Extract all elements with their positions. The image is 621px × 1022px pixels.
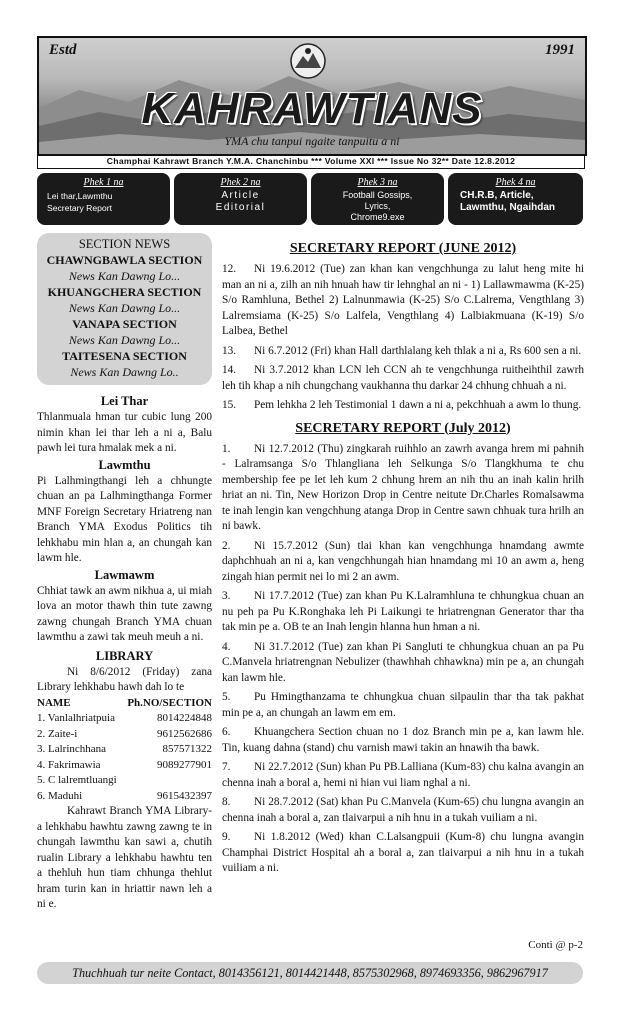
page-tab-line: Lyrics, (364, 201, 391, 211)
report-item-text: Khuangchera Section chuan no 1 doz Branch min pe a, kan lawm hle. Tin, kuang dahna (stand) chu varnish mawi takin an hnawih tha bawk. (222, 726, 584, 754)
report-item (222, 690, 584, 721)
page-tab-line: Secretary Report (47, 203, 112, 213)
continued-note: Conti @ p-2 (528, 939, 583, 951)
page-tab-line: Football Gossips, (342, 190, 413, 200)
borrower-phone: 8014224848 (157, 712, 212, 724)
report-item (222, 795, 584, 826)
section-name: CHAWNGBAWLA SECTION (46, 253, 203, 267)
section-news-text: News Kan Dawng Lo.. (70, 365, 179, 379)
issue-info-bar: Champhai Kahrawt Branch Y.M.A. Chanchinbu *** Volume XXI *** Issue No 32** Date 12.8.2012 (37, 154, 585, 169)
library-intro: Ni 8/6/2012 (Friday) zana Library lehkhabu hawh dah lo te (37, 665, 212, 693)
newspaper-tagline: YMA chu tanpui ngaite tanpuitu a ni (224, 134, 400, 148)
report-item-text: Ni 31.7.2012 (Tue) zan khan Pi Sangluti te chhungkua chuan an pa Pu C.Manvela hriatrengnan Nebulizer (thawhhah chhawkna) min pe a, an chungah kan lawm hle. (222, 640, 584, 684)
report-item (222, 442, 584, 535)
page-tab-label: Phek 4 na (495, 177, 536, 188)
report-item (222, 539, 584, 586)
library-row (37, 773, 212, 789)
page-tab-3 (311, 173, 444, 225)
borrower-name: 1. Vanlalhriatpuia (37, 712, 115, 724)
library-row (37, 711, 212, 727)
report-item-number: 2. (222, 539, 231, 552)
lawmawm-heading: Lawmawm (94, 567, 155, 582)
report-item-number: 4. (222, 640, 231, 653)
page-tab-line: Editorial (215, 202, 266, 213)
borrower-name: 6. Maduhi (37, 789, 83, 802)
report-item-text: Pem lehkha 2 leh Testimonial 1 dawn a ni a, pekchhuah a awm lo thung. (254, 399, 582, 411)
report-item-number: 14. (222, 364, 237, 376)
leithar-text: Thlanmuala hman tur cubic lung 200 nimin khan lei thar leh a ni a, Balu pawh lei tura hmalak mek a ni. (37, 411, 212, 454)
borrower-phone: 9089277901 (157, 758, 212, 771)
estd-label: Estd (49, 42, 77, 58)
established-year: 1991 (545, 42, 575, 58)
lawmthu-heading: Lawmthu (98, 457, 151, 472)
page-tab-line: Lei thar,Lawmthu (47, 191, 113, 201)
report-item-text: Ni 1.8.2012 (Wed) khan C.Lalsangpuii (Kum-8) chu lungna avangin Champhai District Hospital ah a boral a, zan tlaivarpui a nih hnu in a tukah vuiliam a ni. (222, 831, 584, 874)
yma-logo-icon (287, 42, 329, 80)
library-col-phone: Ph.NO/SECTION (127, 696, 212, 709)
library-row (37, 742, 212, 758)
contact-footer: Thuchhuah tur neite Contact, 8014356121, 8014421448, 8575302968, 8974693356, 9862967917 (37, 962, 583, 984)
report-item (222, 725, 584, 756)
borrower-name: 5. C lalremtluangi (37, 774, 117, 786)
report-item (222, 589, 584, 636)
page-tab-line: Lawmthu, Ngaihdan (460, 202, 555, 213)
library-outro: Kahrawt Branch YMA Library-a lehkhabu hawhtu zawng zawng te in chungah lawmthu kan sawi a, chutih rualin Library a lehkhabu hawhtu ten a thehluh hun tiam chhunga thehlut hram turin kan in hriattir nawn leh a ni e. (37, 805, 212, 910)
library-table-header (37, 696, 212, 712)
borrower-phone: 9612562686 (157, 727, 212, 740)
report-item (222, 344, 584, 360)
lawmawm-text: Chhiat tawk an awm nikhua a, ui miah lova an motor thawh thin tute zawng zawng chungah Branch YMA chuan lawmthu a zawi tak meuh meuh a ni. (37, 584, 212, 643)
report-item-text: Ni 3.7.2012 khan LCN leh CCN ah te vengchhunga ruitheihthil zawrh leh tih khap a nih chungchang vaukhanna thu darkar 24 chhung chhuah a ni. (222, 364, 584, 392)
report-item-text: Ni 12.7.2012 (Thu) zingkarah ruihhlo an zawrh avanga hrem mi pahnih - Lalramsanga S/o Thlangliana leh Selkunga S/o Tlangkhuma te chu membership fee pe let leh kum 2 chhung hrem an nih thu an inah kalin hrilh hriat an ni. Tin, New Horizon Drop in Centre neitute Dr.Charles Romalsawma te inah lengin kan vengchhung atanga Drop in Centre sawn chhuak tura hrilh an ni bawk. (222, 442, 584, 532)
library-row (37, 727, 212, 743)
right-column (222, 240, 584, 881)
report-item (222, 262, 584, 340)
section-name: VANAPA SECTION (72, 317, 177, 331)
page-tab-line: CH.R.B, Article, (460, 190, 534, 201)
report-item-number: 8. (222, 796, 231, 808)
borrower-name: 4. Fakrimawia (37, 758, 101, 771)
report-item-number: 7. (222, 761, 231, 773)
left-column (37, 393, 212, 913)
section-news-text: News Kan Dawng Lo... (68, 269, 181, 283)
report-item-text: Ni 19.6.2012 (Tue) zan khan kan vengchhunga zu lalut heng mite hi man an ni a, zilh an nih hnuah haw tir lehnghal an ni - 1) Lallawmawma (K-25) S/o Ramhluna, Bethel 2) Lalnunmawia (K-25) S/o C.Lalrema, Vengthlang 3) Lalremsiama (K-25) S/o Lalfela, Vengthlang 4) Lalbiakmuana (K-19) S/o Lalbea, Bethel (222, 263, 584, 337)
leithar-heading: Lei Thar (100, 394, 149, 408)
library-table (37, 696, 212, 805)
section-news-heading: SECTION NEWS (78, 237, 171, 251)
library-heading: LIBRARY (95, 648, 154, 663)
page-tab-line: Article (221, 190, 260, 201)
report-june-heading: SECRETARY REPORT (JUNE 2012) (289, 241, 517, 256)
library-row (37, 789, 212, 805)
newspaper-title: KAHRAWTIANS (141, 84, 483, 133)
report-item-number: 15. (222, 399, 237, 411)
library-col-name: NAME (37, 696, 71, 709)
library-row (37, 758, 212, 774)
report-item-text: Ni 28.7.2012 (Sat) khan Pu C.Manvela (Kum-65) chu lungna avangin an chenna inah a boral a, zan tlaivarpui a nih hnu in a tukah vuiliam a ni. (222, 796, 584, 824)
borrower-phone: 857571322 (162, 743, 212, 755)
report-item-number: 5. (222, 691, 231, 703)
report-item (222, 830, 584, 877)
section-name: KHUANGCHERA SECTION (47, 285, 202, 299)
page-tab-line: Chrome9.exe (350, 212, 405, 222)
report-item-text: Pu Hmingthanzama te chhungkua chuan silpaulin thar tha tak pakhat min pe a, an chungah an lawm em em. (222, 691, 584, 719)
section-news-text: News Kan Dawng Lo... (68, 333, 181, 347)
report-item (222, 760, 584, 791)
page-tab-1 (37, 173, 170, 225)
report-item-number: 9. (222, 831, 231, 843)
report-item-number: 13. (222, 344, 237, 357)
borrower-name: 2. Zaite-i (37, 727, 78, 740)
report-july-heading: SECRETARY REPORT (July 2012) (295, 420, 511, 436)
report-item (222, 363, 584, 394)
report-item-number: 3. (222, 590, 231, 602)
page-tab-label: Phek 2 na (220, 177, 261, 188)
report-item-number: 12. (222, 263, 237, 275)
page-tab-2 (174, 173, 307, 225)
masthead (37, 36, 587, 156)
report-item-number: 1. (222, 442, 231, 455)
report-item-text: Ni 6.7.2012 (Fri) khan Hall darthlalang keh thlak a ni a, Rs 600 sen a ni. (254, 344, 582, 357)
page-tab-label: Phek 3 na (357, 177, 398, 188)
borrower-phone: 9615432397 (157, 789, 212, 802)
section-news-box (37, 233, 212, 385)
section-news-text: News Kan Dawng Lo... (68, 301, 181, 315)
page-tab-4 (448, 173, 583, 225)
report-item (222, 398, 584, 414)
lawmthu-text: Pi Lalhmingthangi leh a chhungte chuan an pa Lalhmingthanga Former MNF Foreign Secretary Hriatreng nan Branch YMA Exodus Politics tih lehkhabu min hlan a, an chungah kan lawm hle. (37, 474, 212, 564)
report-item-number: 6. (222, 726, 231, 738)
page-tab-label: Phek 1 na (83, 177, 124, 188)
report-item (222, 640, 584, 687)
borrower-name: 3. Lalrinchhana (37, 743, 107, 755)
report-item-text: Ni 22.7.2012 (Sun) khan Pu PB.Lalliana (Kum-83) chu kalna avangin an chenna inah a boral a, hemi ni hian vui liam nghal a ni. (222, 761, 584, 789)
report-item-text: Ni 17.7.2012 (Tue) zan khan Pu K.Lalramhluna te chhungkua chuan an nu peh pa Pu K.Ronghaka leh Pi Laikungi te hriatrengnan Generator thar tha tak min pe a. OB te an Inah lengin hlanna hun hman a ni. (222, 590, 584, 633)
report-item-text: Ni 15.7.2012 (Sun) tlai khan kan vengchhunga hnamdang awmte daphchhuah an ni a, kan vengchhungah hian hnamdang mi 10 an awm a, heng zingah hian permit nei lo mi 2 an awm. (222, 539, 584, 583)
section-name: TAITESENA SECTION (62, 349, 187, 363)
